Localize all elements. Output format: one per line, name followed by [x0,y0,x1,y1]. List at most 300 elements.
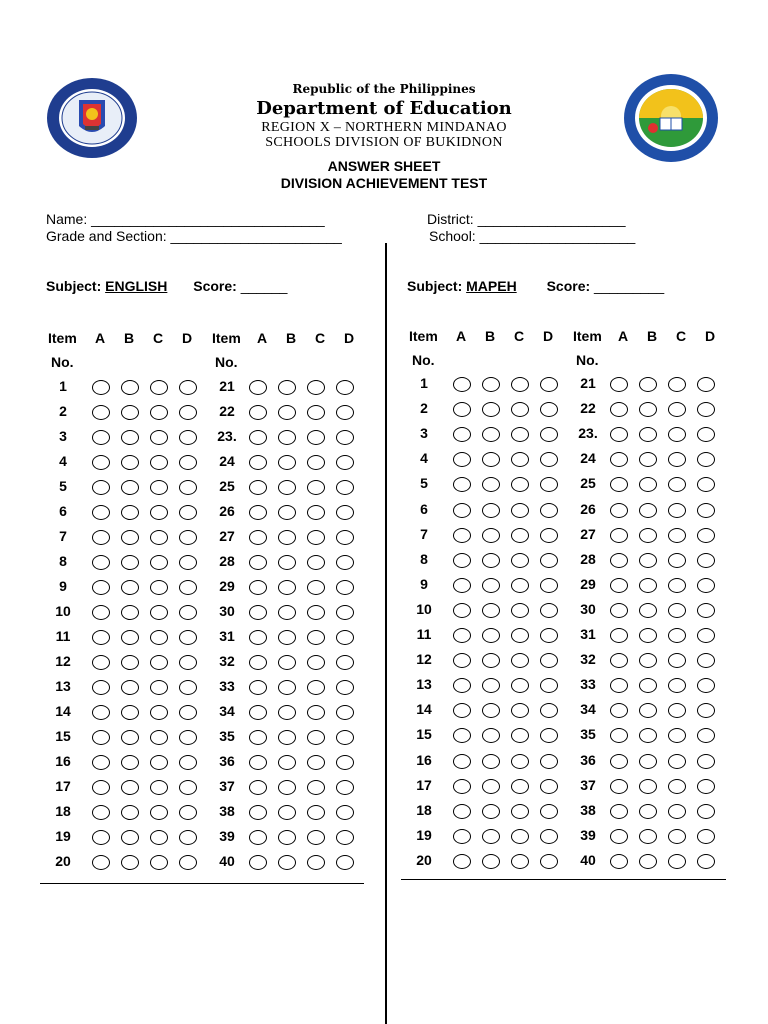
answer-bubble-d[interactable] [336,430,354,445]
answer-bubble-a[interactable] [610,452,628,467]
answer-bubble-d[interactable] [540,728,558,743]
answer-bubble-a[interactable] [610,477,628,492]
answer-bubble-b[interactable] [121,455,139,470]
answer-bubble-d[interactable] [540,854,558,869]
answer-bubble-d[interactable] [697,728,715,743]
answer-bubble-b[interactable] [278,680,296,695]
answer-bubble-a[interactable] [453,553,471,568]
answer-bubble-a[interactable] [453,402,471,417]
answer-bubble-c[interactable] [511,779,529,794]
answer-bubble-c[interactable] [307,755,325,770]
answer-bubble-b[interactable] [278,655,296,670]
grade-section-field[interactable] [46,228,342,244]
answer-bubble-b[interactable] [121,380,139,395]
answer-bubble-d[interactable] [179,805,197,820]
answer-bubble-c[interactable] [668,377,686,392]
answer-bubble-a[interactable] [92,505,110,520]
answer-bubble-c[interactable] [511,553,529,568]
answer-bubble-b[interactable] [639,754,657,769]
answer-bubble-d[interactable] [540,703,558,718]
answer-bubble-c[interactable] [307,630,325,645]
answer-bubble-a[interactable] [249,505,267,520]
answer-bubble-c[interactable] [150,855,168,870]
answer-bubble-b[interactable] [482,377,500,392]
answer-bubble-a[interactable] [453,578,471,593]
answer-bubble-b[interactable] [278,830,296,845]
answer-bubble-b[interactable] [121,730,139,745]
answer-bubble-d[interactable] [179,480,197,495]
answer-bubble-d[interactable] [179,855,197,870]
answer-bubble-a[interactable] [453,678,471,693]
answer-bubble-c[interactable] [150,630,168,645]
answer-bubble-a[interactable] [249,780,267,795]
answer-bubble-d[interactable] [540,377,558,392]
answer-bubble-a[interactable] [249,630,267,645]
answer-bubble-b[interactable] [278,455,296,470]
answer-bubble-d[interactable] [697,854,715,869]
answer-bubble-d[interactable] [179,630,197,645]
district-field[interactable] [427,211,626,227]
answer-bubble-a[interactable] [92,555,110,570]
answer-bubble-b[interactable] [121,680,139,695]
answer-bubble-b[interactable] [482,804,500,819]
answer-bubble-d[interactable] [336,780,354,795]
answer-bubble-c[interactable] [511,452,529,467]
answer-bubble-d[interactable] [336,530,354,545]
answer-bubble-d[interactable] [697,503,715,518]
answer-bubble-b[interactable] [639,477,657,492]
answer-bubble-b[interactable] [482,703,500,718]
answer-bubble-c[interactable] [511,578,529,593]
answer-bubble-a[interactable] [610,603,628,618]
answer-bubble-a[interactable] [610,854,628,869]
answer-bubble-a[interactable] [610,703,628,718]
answer-bubble-b[interactable] [639,528,657,543]
answer-bubble-d[interactable] [179,705,197,720]
answer-bubble-a[interactable] [453,779,471,794]
answer-bubble-c[interactable] [511,402,529,417]
answer-bubble-d[interactable] [697,754,715,769]
answer-bubble-c[interactable] [307,705,325,720]
answer-bubble-b[interactable] [278,430,296,445]
answer-bubble-b[interactable] [639,854,657,869]
answer-bubble-c[interactable] [307,505,325,520]
answer-bubble-a[interactable] [453,528,471,543]
answer-bubble-c[interactable] [668,628,686,643]
answer-bubble-b[interactable] [278,580,296,595]
answer-bubble-b[interactable] [639,503,657,518]
answer-bubble-c[interactable] [150,405,168,420]
answer-bubble-c[interactable] [511,703,529,718]
answer-bubble-a[interactable] [92,455,110,470]
answer-bubble-c[interactable] [668,854,686,869]
answer-bubble-a[interactable] [249,480,267,495]
answer-bubble-c[interactable] [668,477,686,492]
answer-bubble-d[interactable] [336,580,354,595]
answer-bubble-d[interactable] [179,555,197,570]
answer-bubble-d[interactable] [540,779,558,794]
answer-bubble-d[interactable] [540,477,558,492]
answer-bubble-a[interactable] [92,380,110,395]
answer-bubble-a[interactable] [249,705,267,720]
answer-bubble-c[interactable] [511,754,529,769]
answer-bubble-c[interactable] [150,555,168,570]
answer-bubble-c[interactable] [307,555,325,570]
answer-bubble-b[interactable] [278,730,296,745]
answer-bubble-b[interactable] [278,780,296,795]
answer-bubble-c[interactable] [668,402,686,417]
answer-bubble-b[interactable] [639,578,657,593]
answer-bubble-c[interactable] [150,430,168,445]
school-field[interactable] [429,228,635,244]
answer-bubble-d[interactable] [540,427,558,442]
answer-bubble-d[interactable] [540,678,558,693]
answer-bubble-c[interactable] [307,405,325,420]
answer-bubble-d[interactable] [336,380,354,395]
answer-bubble-d[interactable] [336,855,354,870]
answer-bubble-a[interactable] [453,854,471,869]
answer-bubble-b[interactable] [278,755,296,770]
answer-bubble-a[interactable] [610,427,628,442]
answer-bubble-c[interactable] [307,580,325,595]
answer-bubble-b[interactable] [278,405,296,420]
answer-bubble-a[interactable] [249,855,267,870]
answer-bubble-c[interactable] [668,653,686,668]
answer-bubble-a[interactable] [249,680,267,695]
answer-bubble-d[interactable] [540,829,558,844]
answer-bubble-a[interactable] [453,503,471,518]
answer-bubble-c[interactable] [511,377,529,392]
answer-bubble-b[interactable] [121,530,139,545]
answer-bubble-a[interactable] [453,754,471,769]
answer-bubble-d[interactable] [179,830,197,845]
answer-bubble-c[interactable] [511,503,529,518]
answer-bubble-a[interactable] [92,480,110,495]
answer-bubble-d[interactable] [336,455,354,470]
answer-bubble-b[interactable] [278,530,296,545]
answer-bubble-b[interactable] [482,678,500,693]
answer-bubble-a[interactable] [610,779,628,794]
answer-bubble-d[interactable] [540,503,558,518]
answer-bubble-d[interactable] [179,380,197,395]
answer-bubble-a[interactable] [610,402,628,417]
answer-bubble-a[interactable] [249,605,267,620]
answer-bubble-b[interactable] [639,452,657,467]
answer-bubble-a[interactable] [92,780,110,795]
answer-bubble-c[interactable] [307,605,325,620]
answer-bubble-a[interactable] [92,430,110,445]
answer-bubble-b[interactable] [121,755,139,770]
answer-bubble-a[interactable] [453,653,471,668]
answer-bubble-c[interactable] [150,380,168,395]
answer-bubble-b[interactable] [121,855,139,870]
answer-bubble-a[interactable] [610,678,628,693]
answer-bubble-d[interactable] [697,703,715,718]
answer-bubble-c[interactable] [668,578,686,593]
answer-bubble-a[interactable] [92,630,110,645]
answer-bubble-a[interactable] [453,703,471,718]
answer-bubble-a[interactable] [610,804,628,819]
answer-bubble-b[interactable] [639,779,657,794]
answer-bubble-b[interactable] [639,703,657,718]
answer-bubble-c[interactable] [668,754,686,769]
answer-bubble-d[interactable] [179,680,197,695]
answer-bubble-c[interactable] [511,804,529,819]
answer-bubble-a[interactable] [453,728,471,743]
answer-bubble-a[interactable] [249,655,267,670]
answer-bubble-b[interactable] [278,855,296,870]
answer-bubble-c[interactable] [511,653,529,668]
answer-bubble-c[interactable] [307,480,325,495]
answer-bubble-a[interactable] [92,580,110,595]
answer-bubble-a[interactable] [92,530,110,545]
answer-bubble-d[interactable] [697,678,715,693]
answer-bubble-c[interactable] [668,829,686,844]
answer-bubble-b[interactable] [639,628,657,643]
answer-bubble-c[interactable] [511,728,529,743]
answer-bubble-d[interactable] [179,580,197,595]
answer-bubble-d[interactable] [336,480,354,495]
answer-bubble-b[interactable] [121,780,139,795]
answer-bubble-c[interactable] [668,603,686,618]
answer-bubble-d[interactable] [697,779,715,794]
answer-bubble-b[interactable] [121,830,139,845]
answer-bubble-c[interactable] [150,805,168,820]
answer-bubble-d[interactable] [336,405,354,420]
answer-bubble-d[interactable] [336,505,354,520]
answer-bubble-a[interactable] [92,855,110,870]
answer-bubble-c[interactable] [511,427,529,442]
answer-bubble-d[interactable] [697,578,715,593]
answer-bubble-d[interactable] [697,452,715,467]
answer-bubble-a[interactable] [610,754,628,769]
answer-bubble-a[interactable] [249,380,267,395]
answer-bubble-d[interactable] [540,528,558,543]
answer-bubble-c[interactable] [668,728,686,743]
answer-bubble-d[interactable] [336,655,354,670]
answer-bubble-d[interactable] [697,377,715,392]
answer-bubble-b[interactable] [482,503,500,518]
answer-bubble-c[interactable] [150,605,168,620]
answer-bubble-d[interactable] [336,830,354,845]
answer-bubble-b[interactable] [278,380,296,395]
answer-bubble-a[interactable] [92,830,110,845]
answer-bubble-c[interactable] [150,480,168,495]
answer-bubble-b[interactable] [482,427,500,442]
answer-bubble-a[interactable] [453,829,471,844]
answer-bubble-b[interactable] [121,505,139,520]
answer-bubble-b[interactable] [121,480,139,495]
answer-bubble-d[interactable] [540,754,558,769]
answer-bubble-b[interactable] [482,578,500,593]
answer-bubble-b[interactable] [278,705,296,720]
answer-bubble-d[interactable] [697,829,715,844]
answer-bubble-d[interactable] [540,628,558,643]
answer-bubble-b[interactable] [482,854,500,869]
answer-bubble-b[interactable] [121,580,139,595]
answer-bubble-b[interactable] [121,630,139,645]
answer-bubble-d[interactable] [697,603,715,618]
answer-bubble-a[interactable] [453,603,471,618]
answer-bubble-b[interactable] [482,628,500,643]
answer-bubble-b[interactable] [482,829,500,844]
answer-bubble-a[interactable] [92,655,110,670]
answer-bubble-c[interactable] [150,780,168,795]
answer-bubble-d[interactable] [179,780,197,795]
answer-bubble-c[interactable] [150,505,168,520]
answer-bubble-d[interactable] [697,402,715,417]
answer-bubble-b[interactable] [121,405,139,420]
answer-bubble-d[interactable] [179,605,197,620]
answer-bubble-c[interactable] [511,829,529,844]
answer-bubble-a[interactable] [92,805,110,820]
answer-bubble-c[interactable] [668,528,686,543]
answer-bubble-c[interactable] [668,503,686,518]
answer-bubble-b[interactable] [482,603,500,618]
answer-bubble-b[interactable] [639,553,657,568]
answer-bubble-c[interactable] [668,452,686,467]
answer-bubble-a[interactable] [249,580,267,595]
answer-bubble-b[interactable] [482,477,500,492]
answer-bubble-a[interactable] [453,628,471,643]
answer-bubble-a[interactable] [453,452,471,467]
answer-bubble-a[interactable] [453,377,471,392]
answer-bubble-d[interactable] [697,427,715,442]
answer-bubble-b[interactable] [278,630,296,645]
answer-bubble-c[interactable] [307,655,325,670]
answer-bubble-b[interactable] [482,779,500,794]
answer-bubble-b[interactable] [639,804,657,819]
answer-bubble-b[interactable] [482,728,500,743]
answer-bubble-d[interactable] [336,805,354,820]
answer-bubble-d[interactable] [540,603,558,618]
answer-bubble-c[interactable] [150,580,168,595]
answer-bubble-a[interactable] [249,555,267,570]
answer-bubble-a[interactable] [92,730,110,745]
answer-bubble-d[interactable] [336,705,354,720]
answer-bubble-d[interactable] [540,578,558,593]
answer-bubble-a[interactable] [453,477,471,492]
answer-bubble-d[interactable] [336,755,354,770]
answer-bubble-d[interactable] [540,804,558,819]
answer-bubble-a[interactable] [610,503,628,518]
answer-bubble-b[interactable] [639,427,657,442]
answer-bubble-a[interactable] [610,578,628,593]
answer-bubble-d[interactable] [697,628,715,643]
answer-bubble-a[interactable] [453,427,471,442]
answer-bubble-c[interactable] [307,455,325,470]
answer-bubble-d[interactable] [336,605,354,620]
answer-bubble-d[interactable] [540,452,558,467]
answer-bubble-d[interactable] [697,477,715,492]
answer-bubble-a[interactable] [610,829,628,844]
answer-bubble-b[interactable] [278,505,296,520]
answer-bubble-a[interactable] [610,377,628,392]
answer-bubble-c[interactable] [511,528,529,543]
answer-bubble-c[interactable] [511,854,529,869]
answer-bubble-c[interactable] [511,678,529,693]
answer-bubble-c[interactable] [668,427,686,442]
answer-bubble-a[interactable] [249,730,267,745]
answer-bubble-a[interactable] [610,728,628,743]
answer-bubble-b[interactable] [639,603,657,618]
answer-bubble-d[interactable] [336,730,354,745]
score-line[interactable]: ______ [240,278,288,294]
answer-bubble-a[interactable] [610,653,628,668]
answer-bubble-c[interactable] [307,380,325,395]
answer-bubble-a[interactable] [610,628,628,643]
answer-bubble-a[interactable] [92,705,110,720]
answer-bubble-b[interactable] [639,728,657,743]
answer-bubble-d[interactable] [179,755,197,770]
answer-bubble-c[interactable] [307,430,325,445]
answer-bubble-b[interactable] [482,754,500,769]
answer-bubble-c[interactable] [511,477,529,492]
answer-bubble-b[interactable] [482,528,500,543]
answer-bubble-b[interactable] [121,705,139,720]
score-line[interactable]: _________ [594,278,665,294]
answer-bubble-c[interactable] [150,730,168,745]
answer-bubble-a[interactable] [249,455,267,470]
answer-bubble-c[interactable] [668,804,686,819]
answer-bubble-d[interactable] [697,553,715,568]
answer-bubble-d[interactable] [697,653,715,668]
answer-bubble-d[interactable] [179,430,197,445]
answer-bubble-a[interactable] [249,805,267,820]
answer-bubble-a[interactable] [92,680,110,695]
answer-bubble-a[interactable] [249,405,267,420]
answer-bubble-b[interactable] [121,430,139,445]
answer-bubble-c[interactable] [150,530,168,545]
answer-bubble-b[interactable] [121,805,139,820]
answer-bubble-c[interactable] [307,680,325,695]
answer-bubble-d[interactable] [697,804,715,819]
answer-bubble-d[interactable] [179,530,197,545]
answer-bubble-a[interactable] [453,804,471,819]
answer-bubble-b[interactable] [639,653,657,668]
answer-bubble-b[interactable] [278,805,296,820]
answer-bubble-b[interactable] [482,452,500,467]
answer-bubble-b[interactable] [639,377,657,392]
answer-bubble-b[interactable] [639,402,657,417]
answer-bubble-c[interactable] [511,603,529,618]
answer-bubble-c[interactable] [668,703,686,718]
answer-bubble-d[interactable] [697,528,715,543]
answer-bubble-a[interactable] [249,755,267,770]
answer-bubble-a[interactable] [249,430,267,445]
answer-bubble-b[interactable] [278,555,296,570]
answer-bubble-b[interactable] [482,653,500,668]
answer-bubble-c[interactable] [668,779,686,794]
answer-bubble-d[interactable] [179,655,197,670]
answer-bubble-c[interactable] [150,705,168,720]
answer-bubble-a[interactable] [92,755,110,770]
answer-bubble-c[interactable] [150,755,168,770]
answer-bubble-c[interactable] [150,830,168,845]
answer-bubble-b[interactable] [482,402,500,417]
answer-bubble-d[interactable] [179,405,197,420]
answer-bubble-c[interactable] [511,628,529,643]
answer-bubble-d[interactable] [336,630,354,645]
answer-bubble-d[interactable] [336,555,354,570]
answer-bubble-c[interactable] [150,455,168,470]
answer-bubble-a[interactable] [249,530,267,545]
answer-bubble-a[interactable] [92,605,110,620]
answer-bubble-b[interactable] [121,555,139,570]
answer-bubble-b[interactable] [121,655,139,670]
answer-bubble-d[interactable] [336,680,354,695]
answer-bubble-a[interactable] [249,830,267,845]
